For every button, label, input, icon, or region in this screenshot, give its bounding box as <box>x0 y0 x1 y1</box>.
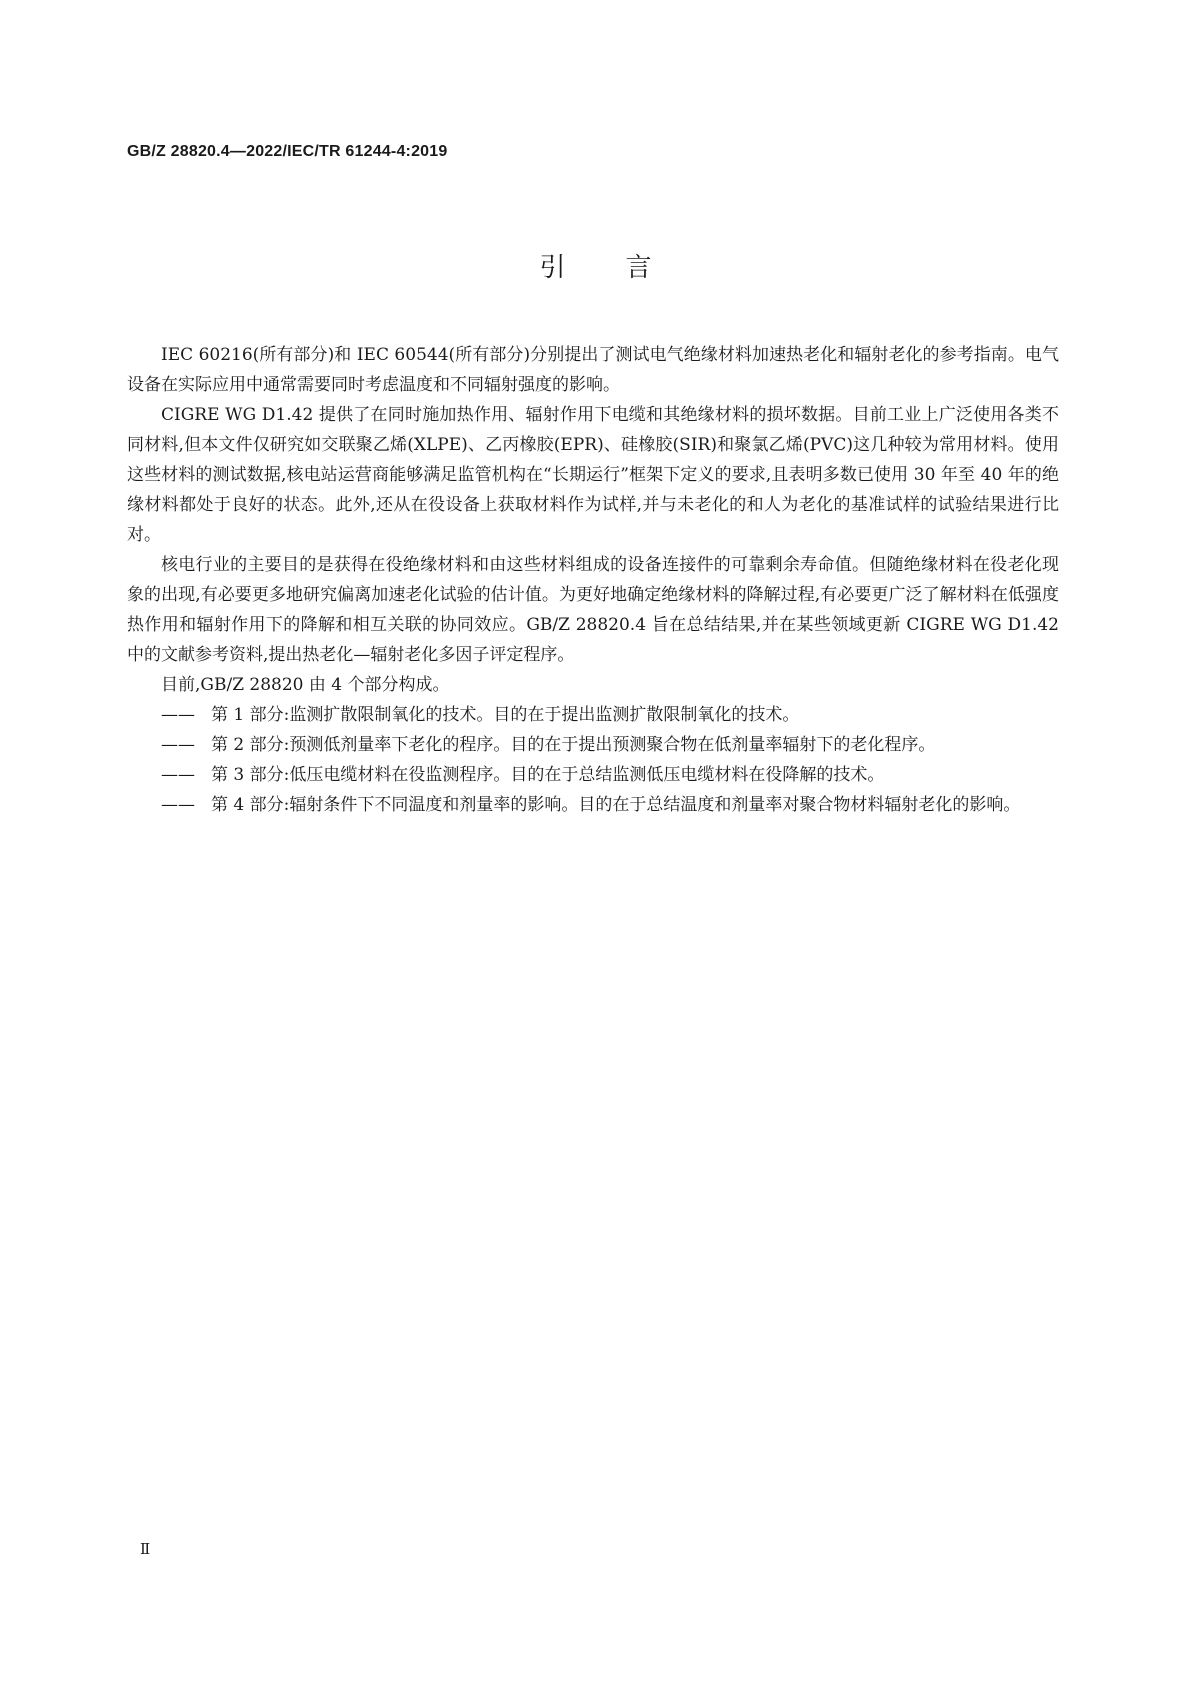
paragraph-2: CIGRE WG D1.42 提供了在同时施加热作用、辐射作用下电缆和其绝缘材料的损坏数据。目前工业上广泛使用各类不同材料,但本文件仅研究如交联聚乙烯(XLPE)、乙丙橡胶(EPR)、硅橡胶(SIR)和聚氯乙烯(PVC)这几种较为常用材料。使用这些材料的测试数据,核电站运营商能够满足监管机构在“长期运行”框架下定义的要求,且表明多数已使用 30 年至 40 年的绝缘材料都处于良好的状态。此外,还从在役设备上获取材料作为试样,并与未老化的和人为老化的基准试样的试验结果进行比对。 <box>127 405 1059 545</box>
body-text <box>127 340 1059 820</box>
list-dash: —— <box>161 705 195 725</box>
paragraph-4: 目前,GB/Z 28820 由 4 个部分构成。 <box>161 675 450 695</box>
list-item <box>127 730 1059 760</box>
list-dash: —— <box>161 735 195 755</box>
list-item-text: 第 2 部分:预测低剂量率下老化的程序。目的在于提出预测聚合物在低剂量率辐射下的老化程序。 <box>211 735 936 755</box>
page-number: Ⅱ <box>140 1542 151 1558</box>
list-item-text: 第 3 部分:低压电缆材料在役监测程序。目的在于总结监测低压电缆材料在役降解的技术。 <box>211 765 885 785</box>
list-item <box>127 790 1059 820</box>
list-item-text: 第 4 部分:辐射条件下不同温度和剂量率的影响。目的在于总结温度和剂量率对聚合物材料辐射老化的影响。 <box>211 795 1021 815</box>
list-item <box>127 760 1059 790</box>
list-item <box>127 700 1059 730</box>
parts-list <box>127 700 1059 820</box>
list-dash: —— <box>161 795 195 815</box>
list-item-text: 第 1 部分:监测扩散限制氧化的技术。目的在于提出监测扩散限制氧化的技术。 <box>211 705 800 725</box>
list-dash: —— <box>161 765 195 785</box>
paragraph-3: 核电行业的主要目的是获得在役绝缘材料和由这些材料组成的设备连接件的可靠剩余寿命值。但随绝缘材料在役老化现象的出现,有必要更多地研究偏离加速老化试验的估计值。为更好地确定绝缘材料的降解过程,有必要更广泛了解材料在低强度热作用和辐射作用下的降解和相互关联的协同效应。GB/Z 28820.4 旨在总结结果,并在某些领域更新 CIGRE WG D1.42 中的文献参考资料,提出热老化—辐射老化多因子评定程序。 <box>127 555 1059 665</box>
section-title: 引言 <box>539 253 712 283</box>
paragraph-1: IEC 60216(所有部分)和 IEC 60544(所有部分)分别提出了测试电气绝缘材料加速热老化和辐射老化的参考指南。电气设备在实际应用中通常需要同时考虑温度和不同辐射强度的影响。 <box>127 345 1059 395</box>
standard-code-header: GB/Z 28820.4—2022/IEC/TR 61244-4:2019 <box>127 143 448 160</box>
